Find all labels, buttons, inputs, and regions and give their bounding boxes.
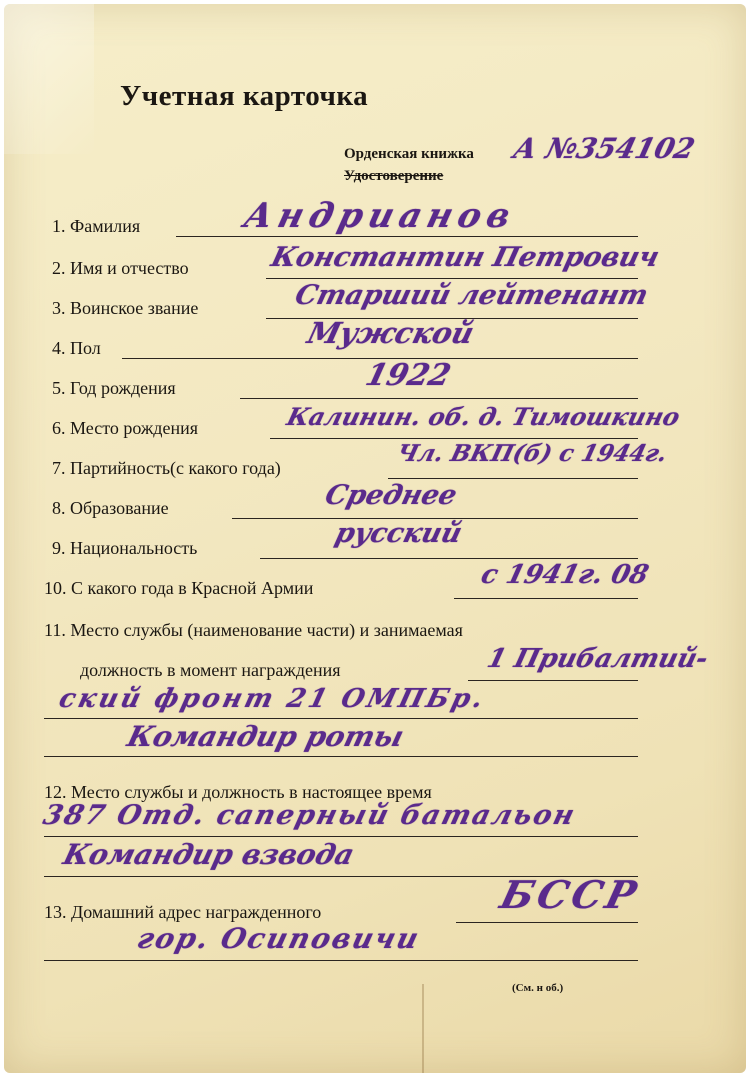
field-value-service-at-award-1: 1 Прибалтий- [484, 644, 712, 674]
field-label-education: 8. Образование [52, 498, 169, 518]
field-label-army-year: 10. С какого года в Красной Армии [44, 578, 314, 598]
field-value-home-address-1: БССР [496, 872, 645, 917]
field-line [44, 756, 638, 757]
order-book-label: Орденская книжка [344, 146, 474, 162]
field-line [270, 438, 638, 439]
certificate-label: Удостоверение [344, 168, 444, 184]
order-number: А №354102 [510, 132, 699, 165]
field-value-current-service-2: Командир взвода [60, 838, 358, 871]
field-label-party: 7. Партийность(с какого года) [52, 458, 281, 478]
field-label-birth-year: 5. Год рождения [52, 378, 176, 398]
field-value-service-at-award-2: ский фронт 21 ОМПБр. [56, 684, 489, 714]
field-value-current-service-1: 387 Отд. саперный батальон [40, 800, 580, 831]
field-value-service-at-award-3: Командир роты [124, 720, 408, 753]
folded-corner [4, 4, 94, 154]
field-label-birthplace: 6. Место рождения [52, 418, 199, 438]
field-line [44, 960, 638, 961]
field-label-service-at-award-2: должность в момент награждения [80, 660, 341, 680]
field-value-birth-year: 1922 [362, 358, 455, 393]
field-value-army-year: с 1941г. 08 [478, 560, 652, 590]
field-line [454, 598, 638, 599]
field-value-party: Чл. ВКП(б) с 1944г. [394, 440, 671, 467]
field-label-rank: 3. Воинское звание [52, 298, 199, 318]
field-value-name: Константин Петрович [268, 242, 663, 273]
field-line [44, 718, 638, 719]
field-label-name: 2. Имя и отчество [52, 258, 189, 278]
field-value-rank: Старший лейтенант [292, 280, 652, 311]
field-value-birthplace: Калинин. об. д. Тимошкино [284, 402, 683, 431]
field-line [260, 558, 638, 559]
field-line [388, 478, 638, 479]
card-title: Учетная карточка [120, 80, 369, 112]
field-line [468, 680, 638, 681]
field-line [44, 836, 638, 837]
field-label-surname: 1. Фамилия [52, 216, 141, 236]
field-line [456, 922, 638, 923]
paper-crease [422, 984, 424, 1073]
field-label-nationality: 9. Национальность [52, 538, 198, 558]
field-value-sex: Мужской [304, 316, 478, 350]
field-value-education: Среднее [322, 480, 461, 511]
field-label-service-at-award-1: 11. Место службы (наименование части) и занимаемая [44, 620, 463, 640]
field-value-surname: Андрианов [240, 196, 521, 236]
field-label-sex: 4. Пол [52, 338, 101, 358]
field-label-home-address: 13. Домашний адрес награжденного [44, 902, 322, 922]
field-line [240, 398, 638, 399]
field-line [266, 278, 638, 279]
field-line [176, 236, 638, 237]
record-card [4, 4, 746, 1073]
footer-note: (См. н об.) [512, 982, 564, 994]
field-value-home-address-2: гор. Осиповичи [134, 922, 424, 955]
field-label-current-service: 12. Место службы и должность в настоящее время [44, 782, 432, 802]
field-value-nationality: русский [332, 518, 466, 549]
